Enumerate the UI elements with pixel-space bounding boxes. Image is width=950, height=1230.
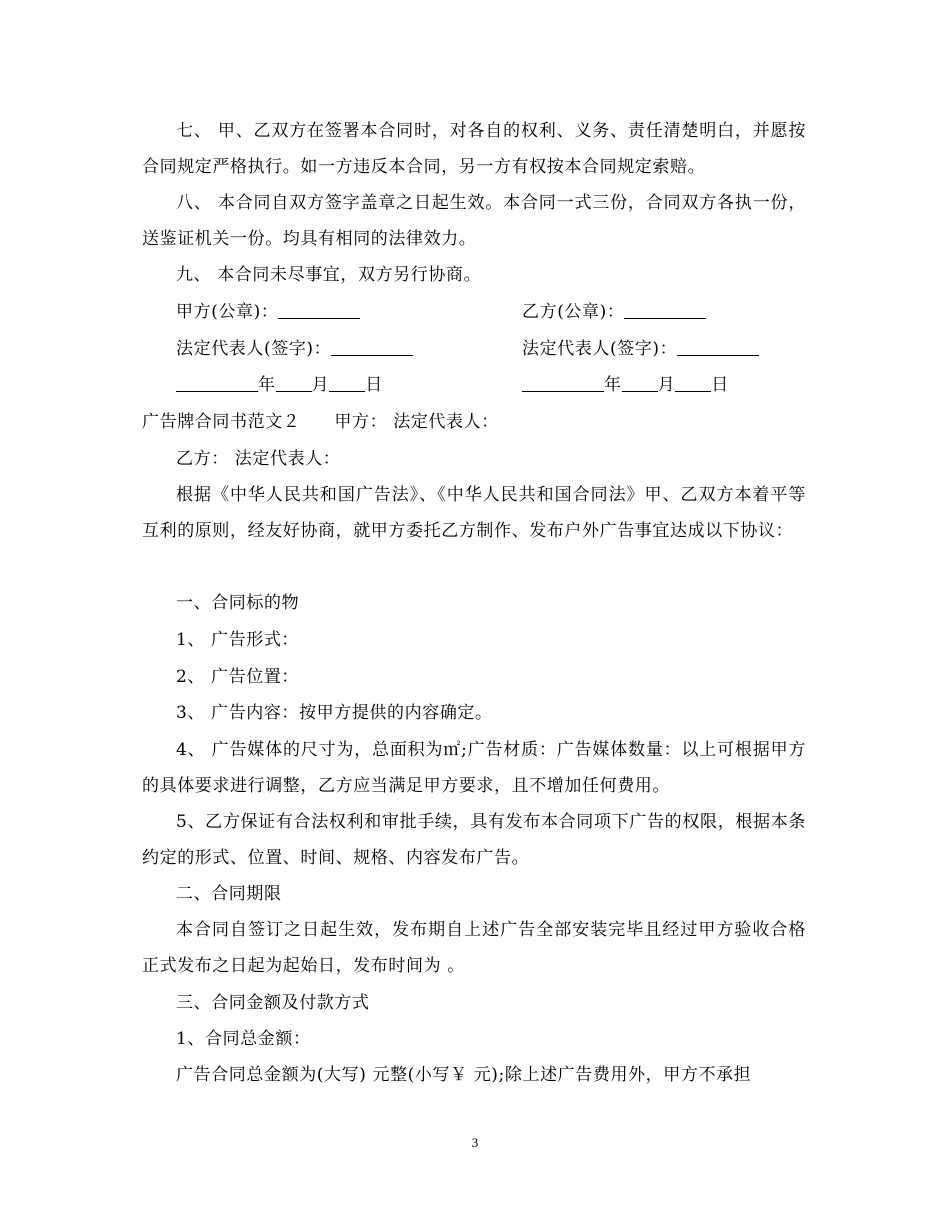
day-label: 日: [711, 375, 729, 395]
item-4: 4、 广告媒体的尺寸为，总面积为㎡;广告材质：广告媒体数量：以上可根据甲方的具体要求进行调整，乙方应当满足甲方要求，且不增加任何费用。: [142, 740, 806, 796]
party-b-date-line: [522, 367, 729, 403]
party-a-rep-line: [176, 331, 413, 367]
year-label: 年: [604, 375, 622, 395]
party-a-rep-label: 法定代表人：: [393, 412, 499, 432]
item-2: 2、 广告位置：: [176, 667, 300, 687]
month-blank: [622, 373, 658, 392]
party-b-rep-line: [522, 331, 759, 367]
section-3-item-1: 1、合同总金额：: [176, 1029, 311, 1049]
item-1: 1、 广告形式：: [176, 630, 300, 650]
party-a-seal-label: 甲方(公章)：: [176, 302, 279, 322]
party-a-date-line: [176, 367, 383, 403]
party-b-rep-label: 法定代表人(签字)：: [522, 339, 678, 359]
year-label: 年: [258, 375, 276, 395]
party-b-rep-blank: [677, 337, 759, 356]
party-a-seal-line: [176, 294, 360, 330]
party-b-seal-label: 乙方(公章)：: [522, 302, 625, 322]
contract-2-heading: 广告牌合同书范文２: [142, 412, 301, 432]
party-b-seal-line: [522, 294, 706, 330]
month-label: 月: [657, 375, 676, 395]
contract-2-heading-line: [142, 404, 499, 440]
year-blank: [176, 373, 258, 392]
section-1-title: 一、合同标的物: [176, 593, 300, 613]
clause-8: 八、 本合同自双方签字盖章之日起生效。本合同一式三份，合同双方各执一份，送鉴证机关一份。均具有相同的法律效力。: [142, 193, 806, 249]
party-a-rep-blank: [331, 337, 413, 356]
month-blank: [276, 373, 312, 392]
section-3-title: 三、合同金额及付款方式: [176, 993, 370, 1013]
year-blank: [522, 373, 604, 392]
day-blank: [329, 373, 365, 392]
item-5: 5、乙方保证有合法权利和审批手续，具有发布本合同项下广告的权限，根据本条约定的形式、位置、时间、规格、内容发布广告。: [142, 812, 806, 868]
clause-9: 九、 本合同未尽事宜，双方另行协商。: [176, 265, 482, 285]
clause-7: 七、 甲、乙双方在签署本合同时，对各自的权利、义务、责任清楚明白，并愿按合同规定严格执行。如一方违反本合同，另一方有权按本合同规定索赔。: [142, 121, 806, 177]
party-a-label: 甲方：: [334, 412, 388, 432]
preamble: 根据《中华人民共和国广告法》、《中华人民共和国合同法》甲、乙双方本着平等互利的原则，经友好协商，就甲方委托乙方制作、发布户外广告事宜达成以下协议：: [142, 485, 806, 541]
section-2-title: 二、合同期限: [176, 884, 282, 904]
day-blank: [675, 373, 711, 392]
section-3-text: 广告合同总金额为(大写) 元整(小写￥ 元);除上述广告费用外，甲方不承担: [176, 1065, 752, 1085]
party-a-rep-label: 法定代表人(签字)：: [176, 339, 332, 359]
party-b-seal-blank: [624, 300, 706, 319]
item-3: 3、 广告内容：按甲方提供的内容确定。: [176, 703, 493, 723]
section-2-text: 本合同自签订之日起生效，发布期自上述广告全部安装完毕且经过甲方验收合格正式发布之日起为起始日，发布时间为 。: [142, 920, 806, 976]
party-a-seal-blank: [278, 300, 360, 319]
party-b-line: 乙方： 法定代表人：: [176, 449, 341, 469]
month-label: 月: [311, 375, 330, 395]
day-label: 日: [365, 375, 383, 395]
page-number: 3: [471, 1135, 479, 1150]
